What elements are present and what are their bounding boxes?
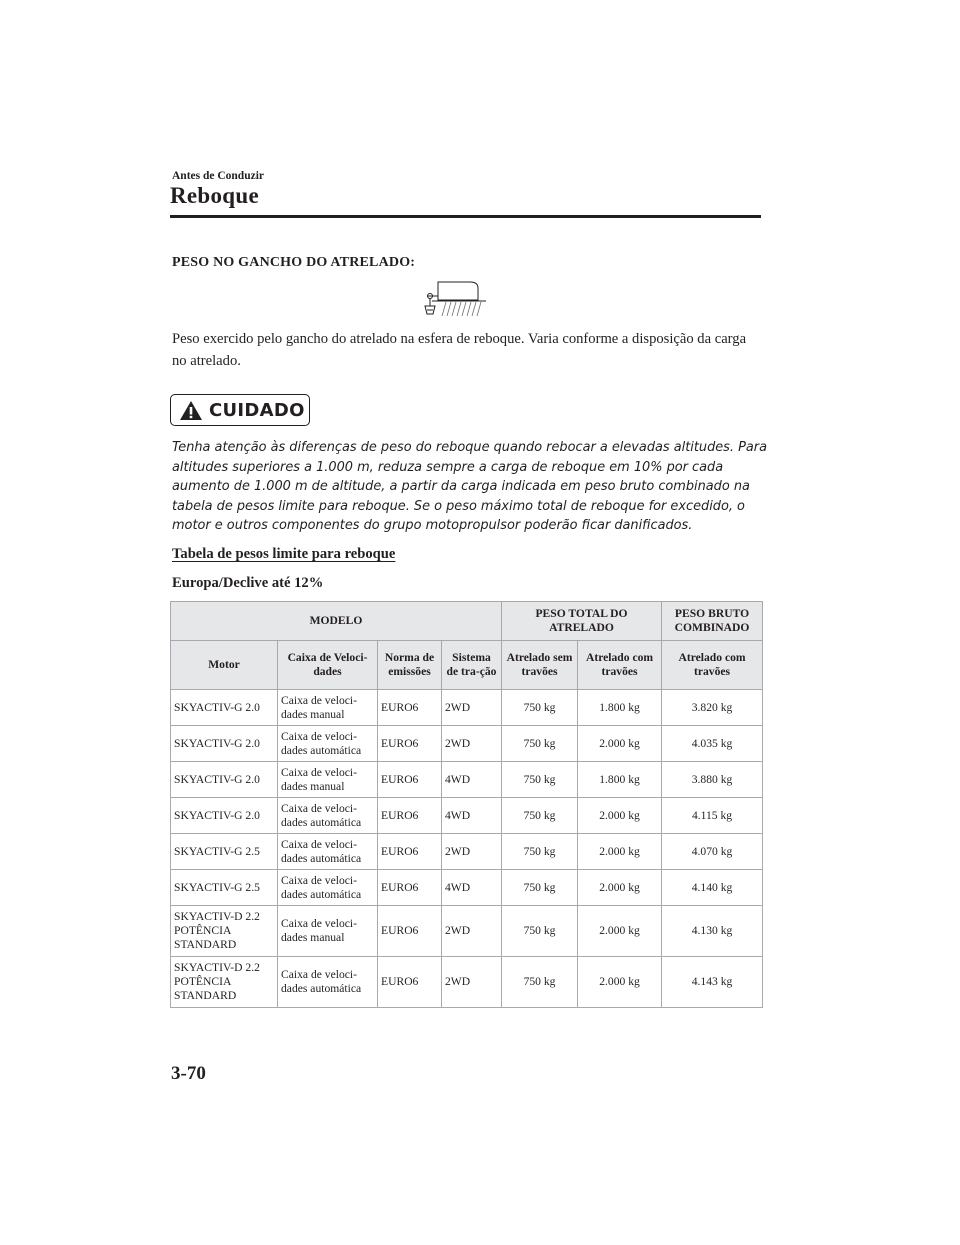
table-cell: Caixa de veloci-dades manual [278, 690, 378, 726]
table-cell: 4.130 kg [662, 906, 763, 957]
table-cell: 2.000 kg [578, 726, 662, 762]
table-cell: 750 kg [502, 726, 578, 762]
table-cell: 3.820 kg [662, 690, 763, 726]
table-cell: 2.000 kg [578, 906, 662, 957]
table-cell: 2.000 kg [578, 957, 662, 1008]
table-cell: 4.140 kg [662, 870, 763, 906]
table-cell: 750 kg [502, 834, 578, 870]
table-cell: Caixa de veloci-dades manual [278, 906, 378, 957]
table-row [171, 957, 763, 1008]
table-title: Tabela de pesos limite para reboque [172, 546, 396, 562]
table-cell: SKYACTIV-G 2.0 [171, 690, 278, 726]
header-modelo: MODELO [171, 602, 502, 641]
table-cell: Caixa de veloci-dades automática [278, 834, 378, 870]
table-cell: Caixa de veloci-dades manual [278, 762, 378, 798]
table-cell: SKYACTIV-D 2.2 POTÊNCIA STANDARD [171, 957, 278, 1008]
table-row [171, 726, 763, 762]
caution-box [170, 394, 310, 426]
table-cell: 4.070 kg [662, 834, 763, 870]
table-cell: 750 kg [502, 762, 578, 798]
table-cell: SKYACTIV-G 2.5 [171, 870, 278, 906]
table-cell: 2WD [442, 834, 502, 870]
table-row [171, 834, 763, 870]
section-label: Antes de Conduzir [172, 170, 265, 182]
table-cell: 2WD [442, 906, 502, 957]
subheading: PESO NO GANCHO DO ATRELADO: [172, 255, 416, 270]
column-header: Motor [171, 641, 278, 690]
table-cell: EURO6 [378, 726, 442, 762]
table-row [171, 690, 763, 726]
caution-label: CUIDADO [209, 399, 305, 421]
caution-text: Tenha atenção às diferenças de peso do reboque quando rebocar a elevadas altitudes. Para altitudes superiores a 1.000 m, reduza sempre a carga de reboque em 10% por cada aumento de 1.000 m de altitude, a partir da carga indicada em peso bruto combinado na tabela de pesos limite para reboque. Se o peso máximo total de reboque for excedido, o motor e outros componentes do grupo motopropulsor poderão ficar danificados. [172, 440, 767, 533]
table-cell: 2.000 kg [578, 834, 662, 870]
table-cell: SKYACTIV-G 2.5 [171, 834, 278, 870]
table-cell: 4WD [442, 798, 502, 834]
table-cell: Caixa de veloci-dades automática [278, 957, 378, 1008]
header-peso-total: PESO TOTAL DO ATRELADO [502, 602, 662, 641]
table-cell: 750 kg [502, 957, 578, 1008]
table-cell: 750 kg [502, 906, 578, 957]
table-cell: 2WD [442, 690, 502, 726]
table-row [171, 906, 763, 957]
table-cell: 2.000 kg [578, 798, 662, 834]
table-row [171, 762, 763, 798]
column-header: Caixa de Veloci-dades [278, 641, 378, 690]
warning-triangle-icon [179, 400, 203, 421]
table-cell: SKYACTIV-D 2.2 POTÊNCIA STANDARD [171, 906, 278, 957]
table-cell: EURO6 [378, 762, 442, 798]
column-header: Atrelado com travões [662, 641, 763, 690]
table-cell: SKYACTIV-G 2.0 [171, 798, 278, 834]
description: Peso exercido pelo gancho do atrelado na esfera de reboque. Varia conforme a disposição da carga no atrelado. [172, 331, 747, 369]
table-cell: 4.115 kg [662, 798, 763, 834]
table-cell: SKYACTIV-G 2.0 [171, 726, 278, 762]
table-cell: 750 kg [502, 690, 578, 726]
table-cell: Caixa de veloci-dades automática [278, 798, 378, 834]
table-cell: 4.035 kg [662, 726, 763, 762]
table-cell: EURO6 [378, 957, 442, 1008]
table-cell: Caixa de veloci-dades automática [278, 726, 378, 762]
table-cell: EURO6 [378, 870, 442, 906]
table-cell: 2WD [442, 726, 502, 762]
table-cell: 4WD [442, 870, 502, 906]
table-cell: 3.880 kg [662, 762, 763, 798]
table-cell: EURO6 [378, 798, 442, 834]
column-header: Atrelado com travões [578, 641, 662, 690]
table-cell: SKYACTIV-G 2.0 [171, 762, 278, 798]
table-row [171, 870, 763, 906]
table-cell: EURO6 [378, 906, 442, 957]
table-row [171, 798, 763, 834]
column-header: Sistema de tra-ção [442, 641, 502, 690]
column-header: Atrelado sem travões [502, 641, 578, 690]
header-peso-bruto: PESO BRUTO COMBINADO [662, 602, 763, 641]
table-cell: 2WD [442, 957, 502, 1008]
table-cell: 4.143 kg [662, 957, 763, 1008]
towing-weights-table [170, 601, 763, 1008]
table-cell: 2.000 kg [578, 870, 662, 906]
table-cell: EURO6 [378, 834, 442, 870]
tongue-load-diagram-icon [418, 274, 488, 318]
table-cell: 4WD [442, 762, 502, 798]
table-cell: Caixa de veloci-dades automática [278, 870, 378, 906]
table-cell: 750 kg [502, 798, 578, 834]
table-cell: 1.800 kg [578, 762, 662, 798]
column-header: Norma de emissões [378, 641, 442, 690]
page-title: Reboque [170, 183, 260, 208]
table-cell: EURO6 [378, 690, 442, 726]
table-cell: 1.800 kg [578, 690, 662, 726]
page-number: 3-70 [171, 1063, 206, 1084]
table-cell: 750 kg [502, 870, 578, 906]
header-rule [170, 215, 761, 218]
region-title: Europa/Declive até 12% [172, 575, 324, 591]
